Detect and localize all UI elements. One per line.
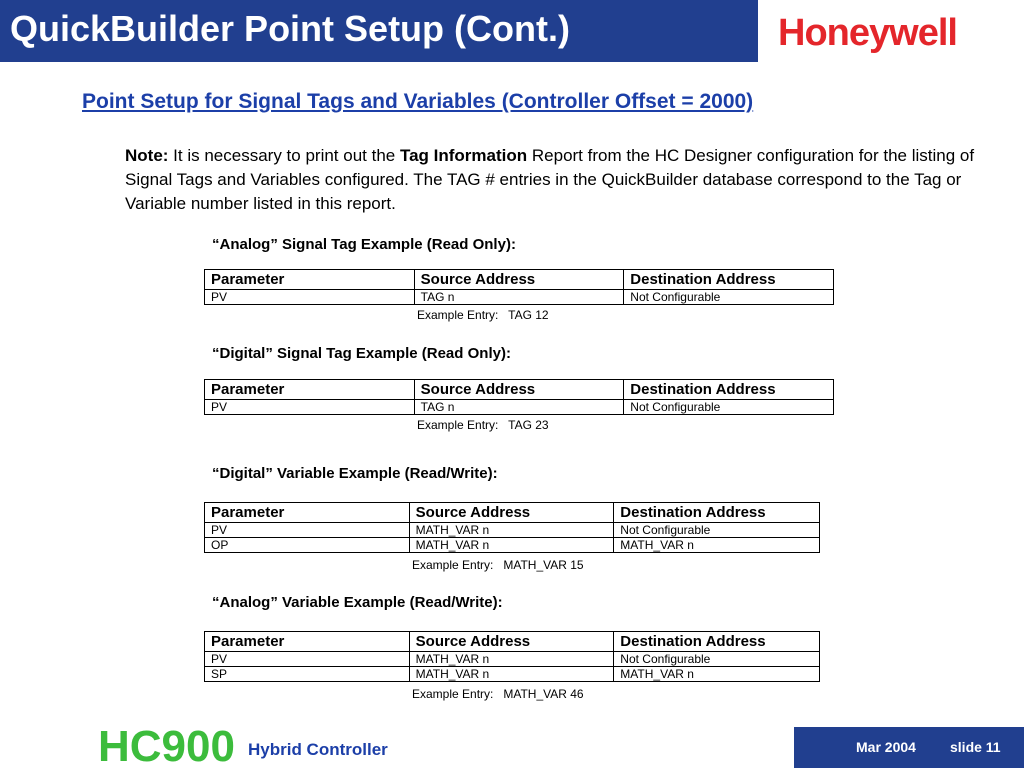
example-entry: Example Entry: TAG 12 [417,308,549,322]
table-row [205,523,820,538]
note-text-2: Report from the HC Designer configuration for the listing of Signal Tags and Variables configured. The TAG # entries in the QuickBuilder database correspond to the Tag or Variable number listed in this report. [125,146,975,213]
product-name: HC900 [98,722,235,771]
column-header-destination: Destination Address [624,270,834,290]
note-bold-text: Tag Information [399,146,528,165]
table-row [205,400,834,415]
table-cell: MATH_VAR n [614,667,820,682]
table-cell: MATH_VAR n [409,538,614,553]
slide-title: QuickBuilder Point Setup (Cont.) [10,8,570,49]
table-cell: MATH_VAR n [409,523,614,538]
param-table-analog-tag [204,269,834,305]
table-cell: PV [205,652,410,667]
column-header-parameter: Parameter [205,380,415,400]
column-header-parameter: Parameter [205,632,410,652]
table-cell: PV [205,523,410,538]
table-cell: MATH_VAR n [614,538,820,553]
table-header-row [205,270,834,290]
param-table-analog-variable [204,631,820,682]
example-entry: Example Entry: MATH_VAR 46 [412,687,584,701]
column-header-source: Source Address [414,380,624,400]
param-table-digital-tag [204,379,834,415]
column-header-parameter: Parameter [205,503,410,523]
section-heading-digital-variable: “Digital” Variable Example (Read/Write): [212,465,498,482]
table-cell: Not Configurable [614,652,820,667]
table-header-row [205,632,820,652]
honeywell-logo: Honeywell [778,12,957,54]
table-row [205,538,820,553]
table-cell: TAG n [414,400,624,415]
column-header-source: Source Address [414,270,624,290]
footer-bar [794,727,1024,768]
note-label: Note: [125,146,169,165]
note-paragraph [125,144,995,216]
column-header-destination: Destination Address [614,503,820,523]
section-subtitle: Point Setup for Signal Tags and Variables (Controller Offset = 2000) [82,90,754,113]
table-cell: Not Configurable [624,400,834,415]
slide-number: slide 11 [950,739,1001,755]
table-cell: Not Configurable [614,523,820,538]
table-cell: Not Configurable [624,290,834,305]
param-table-digital-variable [204,502,820,553]
column-header-source: Source Address [409,503,614,523]
column-header-parameter: Parameter [205,270,415,290]
table-header-row [205,380,834,400]
column-header-destination: Destination Address [624,380,834,400]
section-heading-analog-variable: “Analog” Variable Example (Read/Write): [212,594,503,611]
table-cell: PV [205,400,415,415]
note-text-1: It is necessary to print out the [168,146,400,165]
table-cell: TAG n [414,290,624,305]
footer-date: Mar 2004 [856,739,916,755]
table-header-row [205,503,820,523]
table-row [205,652,820,667]
table-cell: MATH_VAR n [409,667,614,682]
table-cell: PV [205,290,415,305]
section-heading-digital-tag: “Digital” Signal Tag Example (Read Only): [212,345,511,362]
column-header-destination: Destination Address [614,632,820,652]
table-cell: SP [205,667,410,682]
example-entry: Example Entry: MATH_VAR 15 [412,558,584,572]
table-cell: MATH_VAR n [409,652,614,667]
product-subtitle: Hybrid Controller [248,740,388,759]
title-bar [0,0,758,62]
column-header-source: Source Address [409,632,614,652]
table-row [205,290,834,305]
table-row [205,667,820,682]
section-heading-analog-tag: “Analog” Signal Tag Example (Read Only): [212,236,516,253]
example-entry: Example Entry: TAG 23 [417,418,549,432]
table-cell: OP [205,538,410,553]
logo-area [758,0,1024,62]
